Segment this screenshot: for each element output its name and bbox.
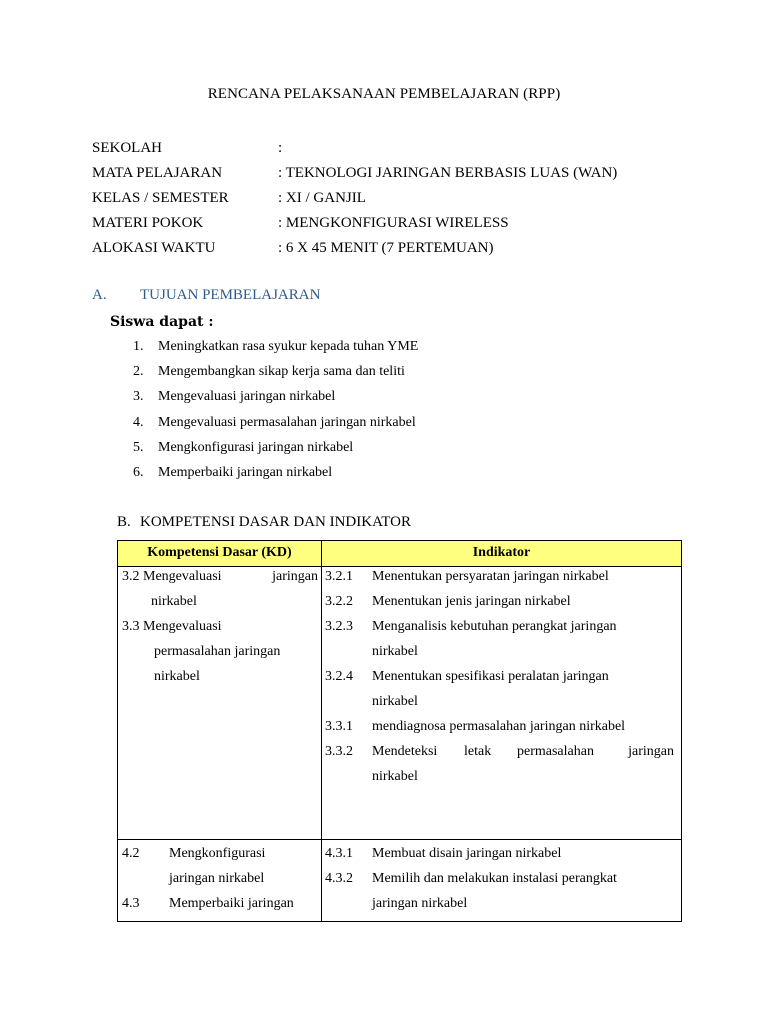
list-item-text: Mengevaluasi permasalahan jaringan nirkabel (158, 414, 416, 430)
competency-table (117, 540, 682, 922)
table-cell-kd (122, 845, 318, 919)
kd-code: 4.2 (122, 846, 140, 861)
indicator-code: 3.3.2 (325, 744, 353, 759)
list-item-text: Mengembangkan sikap kerja sama dan teliti (158, 364, 405, 380)
kd-code: 4.3 (122, 896, 140, 911)
list-item-number: 2. (133, 364, 144, 380)
document-title: RENCANA PELAKSANAAN PEMBELAJARAN (RPP) (207, 86, 561, 102)
indicator-text: Menentukan persyaratan jaringan nirkabel (372, 569, 609, 584)
row-divider (118, 839, 681, 840)
indicator-code: 4.3.2 (325, 871, 353, 886)
indicator-text: Menentukan spesifikasi peralatan jaringan (372, 669, 609, 684)
column-divider (321, 541, 322, 921)
kd-item-continuation: permasalahan jaringan (154, 644, 281, 659)
section-a-title: TUJUAN PEMBELAJARAN (140, 287, 321, 303)
table-cell-kd (122, 568, 318, 838)
indicator-code: 3.2.1 (325, 569, 353, 584)
section-b-title: KOMPETENSI DASAR DAN INDIKATOR (140, 514, 411, 530)
table-header-kd: Kompetensi Dasar (KD) (118, 541, 321, 566)
indicator-word: letak (464, 744, 492, 759)
kd-item: 3.2 Mengevaluasi (122, 569, 222, 584)
list-item-text: Mengkonfigurasi jaringan nirkabel (158, 439, 354, 455)
identity-value: : XI / GANJIL (278, 190, 366, 206)
list-item-number: 4. (133, 414, 144, 430)
indicator-code: 3.3.1 (325, 719, 353, 734)
objectives-intro: Siswa dapat : (110, 314, 214, 330)
indicator-continuation: nirkabel (372, 694, 418, 709)
section-b-letter: B. (117, 514, 131, 530)
indicator-text: Menganalisis kebutuhan perangkat jaringan (372, 619, 617, 634)
kd-continuation: jaringan nirkabel (169, 871, 265, 886)
indicator-continuation: nirkabel (372, 769, 418, 784)
kd-text: Mengkonfigurasi (169, 846, 266, 861)
indicator-text: Membuat disain jaringan nirkabel (372, 846, 562, 861)
indicator-word: permasalahan (517, 744, 594, 759)
list-item-number: 6. (133, 464, 144, 480)
kd-item-word: jaringan (272, 569, 318, 584)
table-header-indikator: Indikator (322, 541, 681, 566)
indicator-continuation: nirkabel (372, 644, 418, 659)
identity-value: : 6 X 45 MENIT (7 PERTEMUAN) (278, 240, 494, 256)
identity-label: SEKOLAH (92, 140, 162, 156)
indicator-code: 4.3.1 (325, 846, 353, 861)
list-item-number: 3. (133, 389, 144, 405)
identity-label: KELAS / SEMESTER (92, 190, 229, 206)
indicator-word: jaringan (628, 744, 674, 759)
kd-item: 3.3 Mengevaluasi (122, 619, 222, 634)
identity-value: : (278, 140, 283, 156)
list-item-text: Meningkatkan rasa syukur kepada tuhan YME (158, 339, 419, 354)
identity-label: MATA PELAJARAN (92, 165, 223, 181)
identity-label: ALOKASI WAKTU (92, 240, 216, 256)
section-a-letter: A. (92, 287, 107, 303)
indicator-code: 3.2.3 (325, 619, 353, 634)
kd-text: Memperbaiki jaringan (169, 896, 294, 911)
indicator-continuation: jaringan nirkabel (372, 896, 468, 911)
indicator-text: mendiagnosa permasalahan jaringan nirkabel (372, 719, 626, 734)
identity-value: : MENGKONFIGURASI WIRELESS (278, 215, 509, 231)
table-cell-indicators (325, 568, 677, 838)
indicator-text: Memilih dan melakukan instalasi perangkat (372, 871, 617, 886)
table-cell-indicators (325, 845, 677, 919)
indicator-code: 3.2.4 (325, 669, 353, 684)
list-item-text: Mengevaluasi jaringan nirkabel (158, 389, 336, 405)
identity-label: MATERI POKOK (92, 215, 204, 231)
indicator-word: Mendeteksi (372, 744, 438, 759)
indicator-code: 3.2.2 (325, 594, 353, 609)
list-item-number: 5. (133, 439, 144, 455)
kd-item-continuation: nirkabel (151, 594, 197, 609)
identity-value: : TEKNOLOGI JARINGAN BERBASIS LUAS (WAN) (278, 165, 618, 181)
header-divider (118, 566, 681, 567)
list-item-number: 1. (133, 339, 144, 354)
list-item-text: Memperbaiki jaringan nirkabel (158, 464, 333, 480)
kd-item-continuation: nirkabel (154, 669, 200, 684)
indicator-text: Menentukan jenis jaringan nirkabel (372, 594, 571, 609)
